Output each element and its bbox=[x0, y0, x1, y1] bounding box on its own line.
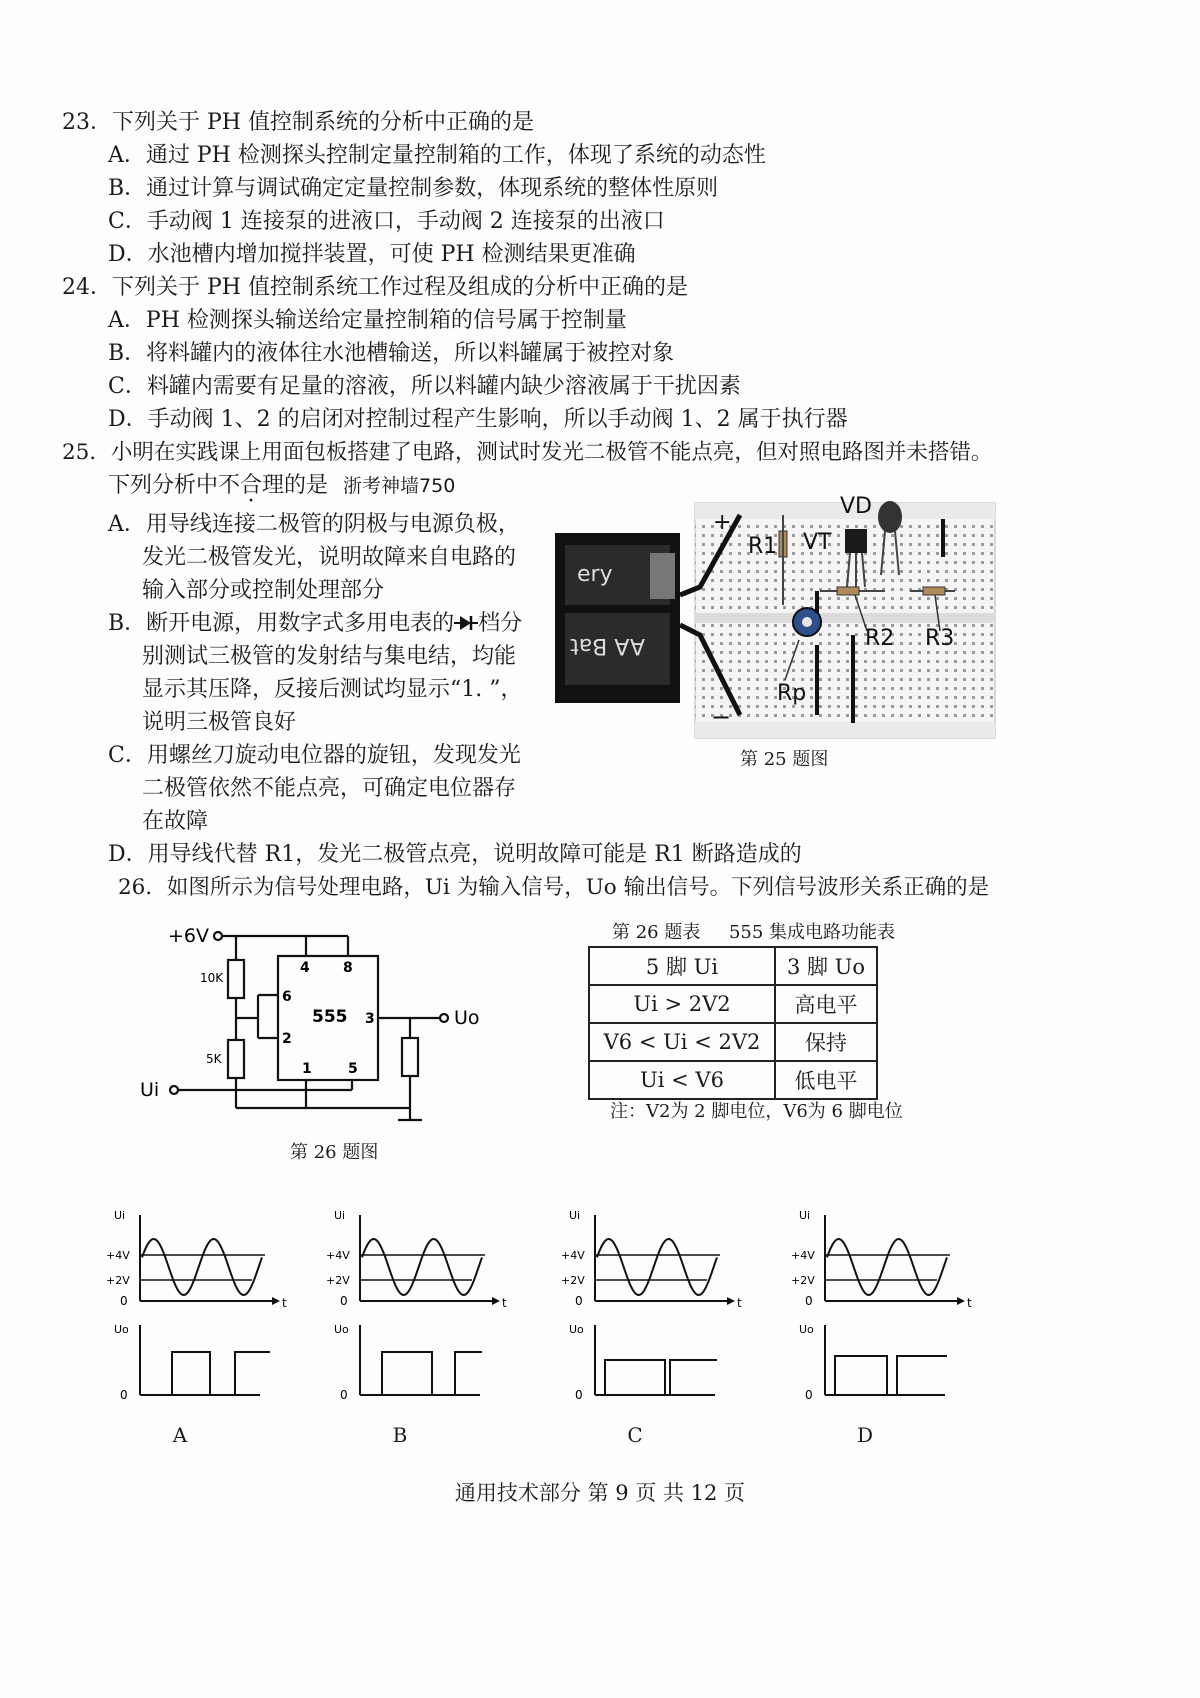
minus-rail-label: − bbox=[711, 703, 732, 731]
breadboard-figure bbox=[555, 495, 1015, 745]
waveform-option-c bbox=[555, 1205, 755, 1445]
t-axis-label: t bbox=[502, 1296, 507, 1310]
table-cell: Ui < V6 bbox=[589, 1061, 775, 1099]
table-title: 第 26 题表 555 集成电路功能表 bbox=[612, 922, 896, 943]
diode-symbol-icon bbox=[454, 614, 478, 632]
uo-label: Uo bbox=[454, 1007, 480, 1029]
table-header-pin3: 3 脚 Uo bbox=[775, 947, 877, 985]
ui-axis-label: Ui bbox=[799, 1209, 811, 1222]
waveform-option-label: C bbox=[627, 1423, 643, 1447]
q25-option-b-line4: 说明三极管良好 bbox=[142, 710, 297, 735]
q23-option-a: A．通过 PH 检测探头控制定量控制箱的工作，体现了系统的动态性 bbox=[108, 143, 766, 168]
r-bottom-label: 5K bbox=[206, 1052, 222, 1066]
circuit-555-figure bbox=[140, 920, 520, 1130]
pin8-label: 8 bbox=[343, 960, 353, 976]
table-cell: 保持 bbox=[775, 1023, 877, 1061]
uo-square-wave bbox=[360, 1352, 482, 1395]
rp-label: Rp bbox=[777, 681, 807, 706]
table-cell: 高电平 bbox=[775, 985, 877, 1023]
v4-tick-label: +4V bbox=[561, 1249, 585, 1262]
table-header-pin5: 5 脚 Ui bbox=[589, 947, 775, 985]
r1-label: R1 bbox=[748, 534, 778, 559]
q25-option-c-line2: 二极管依然不能点亮，可确定电位器存 bbox=[142, 776, 517, 801]
pin5-label: 5 bbox=[348, 1061, 358, 1077]
zero-tick-label: 0 bbox=[575, 1294, 583, 1308]
waveform-option-a bbox=[100, 1205, 300, 1445]
r2-label: R2 bbox=[865, 626, 895, 651]
zero-tick-label: 0 bbox=[340, 1388, 348, 1402]
t-axis-label: t bbox=[737, 1296, 742, 1310]
ui-label: Ui bbox=[140, 1079, 160, 1101]
ui-axis-label: Ui bbox=[114, 1209, 126, 1222]
v4-tick-label: +4V bbox=[326, 1249, 350, 1262]
vcc-label: +6V bbox=[168, 925, 210, 947]
uo-square-wave bbox=[595, 1360, 717, 1395]
zero-tick-label: 0 bbox=[340, 1294, 348, 1308]
table-cell: 低电平 bbox=[775, 1061, 877, 1099]
ui-sine-wave bbox=[827, 1239, 947, 1295]
uo-axis-label: Uo bbox=[114, 1323, 129, 1336]
waveform-option-b bbox=[320, 1205, 520, 1445]
uo-square-wave bbox=[825, 1356, 947, 1395]
t-axis-label: t bbox=[282, 1296, 287, 1310]
q25-option-b-line1 bbox=[108, 609, 522, 639]
waveform-option-d bbox=[785, 1205, 985, 1445]
zero-tick-label: 0 bbox=[805, 1388, 813, 1402]
ui-sine-wave bbox=[142, 1239, 262, 1295]
ui-sine-wave bbox=[362, 1239, 482, 1295]
q25-option-a-line3: 输入部分或控制处理部分 bbox=[142, 578, 385, 603]
ui-sine-wave bbox=[597, 1239, 717, 1295]
v2-tick-label: +2V bbox=[326, 1274, 350, 1287]
ui-axis-label: Ui bbox=[334, 1209, 346, 1222]
q25-stem-pre: 下列分析中 bbox=[108, 473, 219, 498]
v2-tick-label: +2V bbox=[561, 1274, 585, 1287]
ui-axis-label: Ui bbox=[569, 1209, 581, 1222]
q25-stem-emphasis: 不合理 bbox=[218, 473, 285, 498]
page-footer: 通用技术部分 第 9 页 共 12 页 bbox=[454, 1481, 746, 1505]
uo-square-wave bbox=[140, 1352, 270, 1395]
q23-option-d: D．水池槽内增加搅拌装置，可使 PH 检测结果更准确 bbox=[108, 242, 636, 267]
v4-tick-label: +4V bbox=[791, 1249, 815, 1262]
q24-option-c: C．料罐内需要有足量的溶液，所以料罐内缺少溶液属于干扰因素 bbox=[108, 374, 741, 399]
q25-option-a-line2: 发光二极管发光，说明故障来自电路的 bbox=[142, 545, 517, 570]
q25-option-a-line1: A．用导线连接二极管的阴极与电源负极， bbox=[108, 512, 520, 537]
q25-option-b-line3: 显示其压降，反接后测试均显示“1. ”， bbox=[142, 677, 523, 702]
q23-stem: 23．下列关于 PH 值控制系统的分析中正确的是 bbox=[62, 110, 534, 135]
q25-option-d: D．用导线代替 R1，发光二极管点亮，说明故障可能是 R1 断路造成的 bbox=[108, 842, 802, 867]
table-cell: V6 < Ui < 2V2 bbox=[589, 1023, 775, 1061]
v4-tick-label: +4V bbox=[106, 1249, 130, 1262]
vt-label: VT bbox=[803, 530, 832, 555]
q25-option-b-pre: B．断开电源，用数字式多用电表的 bbox=[108, 611, 455, 636]
pin2-label: 2 bbox=[282, 1031, 292, 1047]
waveform-option-label: B bbox=[392, 1423, 408, 1447]
v2-tick-label: +2V bbox=[791, 1274, 815, 1287]
r-top-label: 10K bbox=[200, 971, 224, 985]
waveform-option-label: A bbox=[172, 1423, 188, 1447]
q24-option-d: D．手动阀 1、2 的启闭对控制过程产生影响，所以手动阀 1、2 属于执行器 bbox=[108, 407, 848, 432]
waveform-option-label: D bbox=[856, 1423, 874, 1447]
q25-option-b-post: 档分 bbox=[478, 611, 523, 636]
zero-tick-label: 0 bbox=[575, 1388, 583, 1402]
pin1-label: 1 bbox=[302, 1061, 312, 1077]
q23-option-c: C．手动阀 1 连接泵的进液口，手动阀 2 连接泵的出液口 bbox=[108, 209, 665, 234]
uo-axis-label: Uo bbox=[334, 1323, 349, 1336]
pin6-label: 6 bbox=[282, 989, 292, 1005]
pin3-label: 3 bbox=[365, 1011, 375, 1027]
uo-axis-label: Uo bbox=[799, 1323, 814, 1336]
t-axis-label: t bbox=[967, 1296, 972, 1310]
q26-stem: 26．如图所示为信号处理电路，Ui 为输入信号，Uo 输出信号。下列信号波形关系正确的是 bbox=[118, 875, 990, 900]
q25-stem-line2 bbox=[108, 471, 455, 501]
battery-label-bottom: AA Bat bbox=[570, 633, 645, 658]
q23-option-b: B．通过计算与调试确定定量控制参数，体现系统的整体性原则 bbox=[108, 176, 719, 201]
zero-tick-label: 0 bbox=[120, 1388, 128, 1402]
table-note: 注：V2为 2 脚电位，V6为 6 脚电位 bbox=[610, 1101, 903, 1122]
r3-label: R3 bbox=[925, 626, 955, 651]
q25-stem-post: 的是 bbox=[284, 473, 329, 498]
watermark-text: 浙考神墙750 bbox=[343, 475, 456, 497]
pin4-label: 4 bbox=[300, 960, 310, 976]
chip-label: 555 bbox=[312, 1007, 348, 1027]
q25-option-c-line3: 在故障 bbox=[142, 809, 209, 834]
zero-tick-label: 0 bbox=[120, 1294, 128, 1308]
battery-label-top: ery bbox=[577, 562, 613, 587]
q25-stem: 25．小明在实践课上用面包板搭建了电路，测试时发光二极管不能点亮，但对照电路图并未搭错。 bbox=[62, 440, 993, 465]
zero-tick-label: 0 bbox=[805, 1294, 813, 1308]
q25-option-b-line2: 别测试三极管的发射结与集电结，均能 bbox=[142, 644, 517, 669]
q24-option-b: B．将料罐内的液体往水池槽输送，所以料罐属于被控对象 bbox=[108, 341, 675, 366]
q24-option-a: A．PH 检测探头输送给定量控制箱的信号属于控制量 bbox=[108, 308, 627, 333]
vd-label: VD bbox=[840, 495, 872, 519]
uo-axis-label: Uo bbox=[569, 1323, 584, 1336]
q25-option-c-line1: C．用螺丝刀旋动电位器的旋钮，发现发光 bbox=[108, 743, 521, 768]
plus-rail-label: + bbox=[713, 510, 732, 535]
q26-figure-caption: 第 26 题图 bbox=[290, 1142, 379, 1163]
q25-figure-caption: 第 25 题图 bbox=[740, 749, 829, 770]
function-table bbox=[588, 946, 878, 1100]
q24-stem: 24．下列关于 PH 值控制系统工作过程及组成的分析中正确的是 bbox=[62, 275, 688, 300]
v2-tick-label: +2V bbox=[106, 1274, 130, 1287]
table-cell: Ui > 2V2 bbox=[589, 985, 775, 1023]
